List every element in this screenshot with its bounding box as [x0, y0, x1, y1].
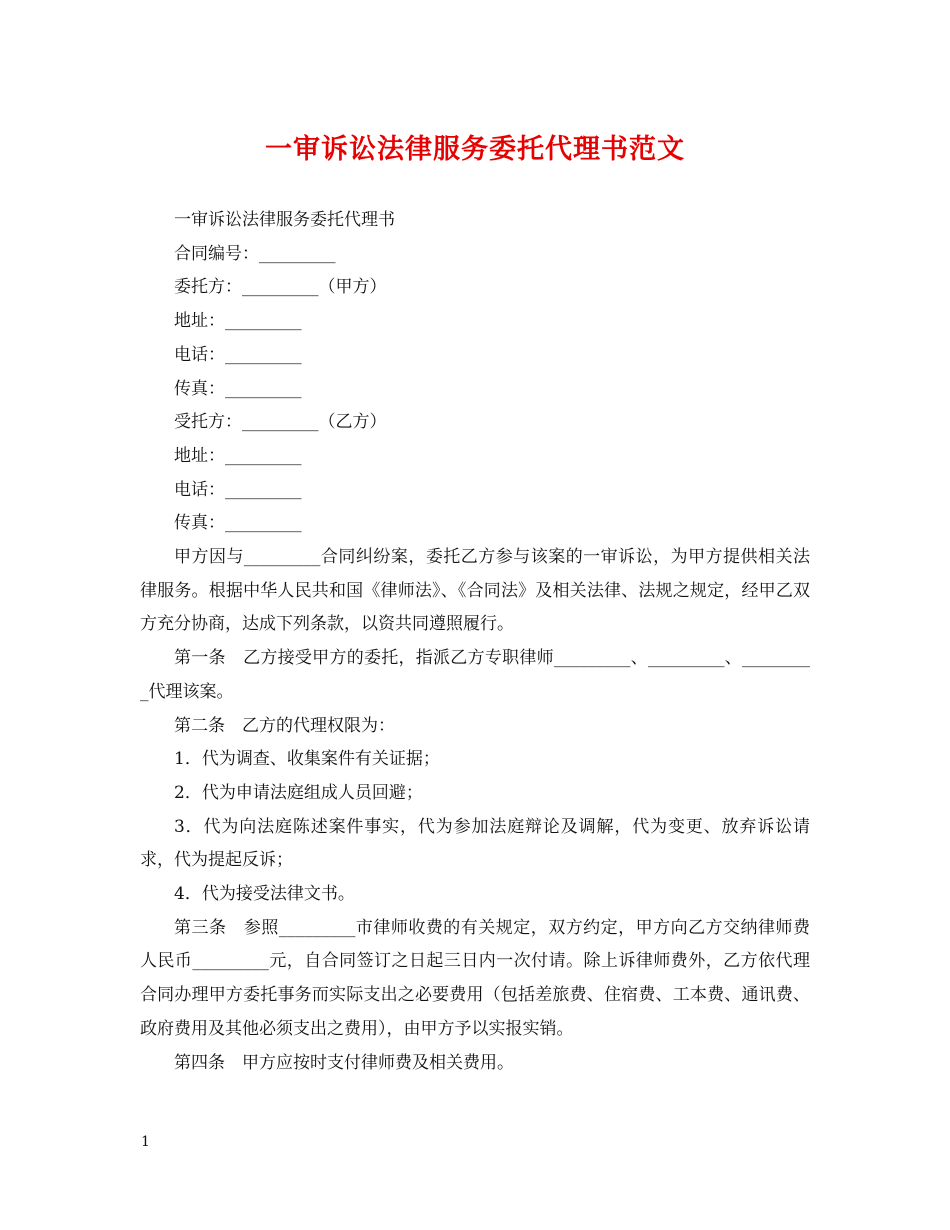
principal-phone-line: 电话：_________ [174, 344, 302, 365]
agent-address-line: 地址：_________ [174, 445, 302, 466]
authority-item-2: 2．代为申请法庭组成人员回避； [174, 782, 423, 803]
page-number: 1 [141, 1134, 150, 1150]
principal-fax-line: 传真：_________ [174, 378, 302, 399]
agent-line: 受托方：_________（乙方） [174, 412, 387, 433]
article-2: 第二条 乙方的代理权限为： [174, 715, 395, 736]
authority-item-1: 1．代为调查、收集案件有关证据； [174, 749, 440, 770]
article-3: 第三条 参照_________市律师收费的有关规定，双方约定，甲方向乙方交纳律师费人民币_________元，自合同签订之日起三日内一次付请。除上诉律师费外，乙方依代理合同办理甲方委托事务而实际支出之必要费用（包括差旅费、住宿费、工本费、通讯费、政府费用及其他必须支出之费用），由甲方予以实报实销。 [140, 917, 810, 1039]
document-body [140, 204, 810, 1080]
authority-item-4: 4．代为接受法律文书。 [174, 884, 355, 905]
principal-address-line: 地址：_________ [174, 311, 302, 332]
agent-phone-line: 电话：_________ [174, 479, 302, 500]
intro-paragraph: 甲方因与_________合同纠纷案，委托乙方参与该案的一审诉讼，为甲方提供相关法律服务。根据中华人民共和国《律师法》、《合同法》及相关法律、法规之规定，经甲乙双方充分协商，达成下列条款，以资共同遵照履行。 [140, 547, 810, 635]
document-title: 一审诉讼法律服务委托代理书范文 [265, 134, 685, 165]
agent-fax-line: 传真：_________ [174, 513, 302, 534]
subtitle-line: 一审诉讼法律服务委托代理书 [174, 210, 395, 230]
article-1: 第一条 乙方接受甲方的委托，指派乙方专职律师_________、_________、_________代理该案。 [140, 648, 810, 702]
contract-number-line: 合同编号：_________ [174, 243, 336, 264]
principal-line: 委托方：_________（甲方） [174, 277, 387, 298]
article-4: 第四条 甲方应按时支付律师费及相关费用。 [174, 1052, 514, 1073]
authority-item-3: 3．代为向法庭陈述案件事实，代为参加法庭辩论及调解，代为变更、放弃诉讼请求，代为提起反诉； [140, 816, 810, 871]
